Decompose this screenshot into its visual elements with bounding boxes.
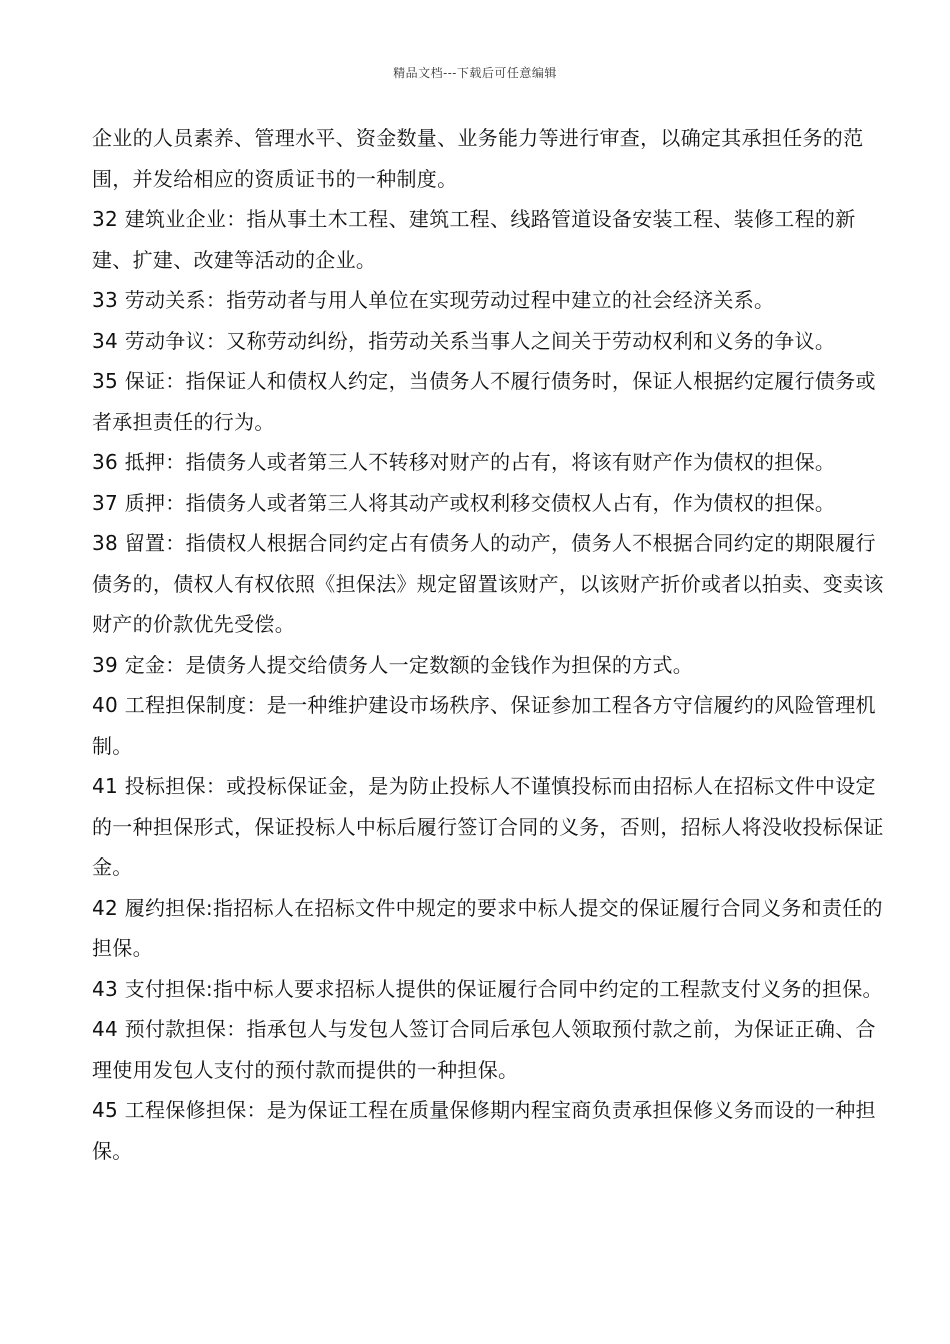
paragraph-44: 44 预付款担保：指承包人与发包人签订合同后承包人领取预付款之前，为保证正确、合理使用发包人支付的预付款而提供的一种担保。 xyxy=(92,1017,876,1082)
paragraph-45: 45 工程保修担保：是为保证工程在质量保修期内程宝商负责承担保修义务而设的一种担保。 xyxy=(92,1098,876,1163)
paragraph-41: 41 投标担保：或投标保证金，是为防止投标人不谨慎投标而由招标人在招标文件中设定的一种担保形式，保证投标人中标后履行签订合同的义务，否则，招标人将没收投标保证金。 xyxy=(92,774,884,879)
paragraph-39: 39 定金：是债务人提交给债务人一定数额的金钱作为担保的方式。 xyxy=(92,652,694,677)
paragraph-43: 43 支付担保:指中标人要求招标人提供的保证履行合同中约定的工程款支付义务的担保。 xyxy=(92,976,883,1001)
paragraph-34: 34 劳动争议：又称劳动纠纷，指劳动关系当事人之间关于劳动权利和义务的争议。 xyxy=(92,328,836,353)
paragraph-33: 33 劳动关系：指劳动者与用人单位在实现劳动过程中建立的社会经济关系。 xyxy=(92,288,775,312)
paragraph-36: 36 抵押：指债务人或者第三人不转移对财产的占有，将该有财产作为债权的担保。 xyxy=(92,450,836,474)
paragraph-42: 42 履约担保:指招标人在招标文件中规定的要求中标人提交的保证履行合同义务和责任的担保。 xyxy=(92,895,883,960)
page-header: 精品文档---下载后可任意编辑 xyxy=(393,66,557,80)
paragraph-32: 32 建筑业企业：指从事土木工程、建筑工程、线路管道设备安装工程、装修工程的新建、扩建、改建等活动的企业。 xyxy=(92,207,856,272)
paragraph-40: 40 工程担保制度：是一种维护建设市场秩序、保证参加工程各方守信履约的风险管理机制。 xyxy=(92,693,876,758)
paragraph-37: 37 质押：指债务人或者第三人将其动产或权利移交债权人占有，作为债权的担保。 xyxy=(92,490,836,515)
document-body xyxy=(92,118,892,1171)
paragraph-35: 35 保证：指保证人和债权人约定，当债务人不履行债务时，保证人根据约定履行债务或者承担责任的行为。 xyxy=(92,369,876,434)
paragraph-38: 38 留置：指债权人根据合同约定占有债务人的动产，债务人不根据合同约定的期限履行债务的，债权人有权依照《担保法》规定留置该财产，以该财产折价或者以拍卖、变卖该财产的价款优先受偿。 xyxy=(92,531,884,636)
paragraph-continuation: 企业的人员素养、管理水平、资金数量、业务能力等进行审查，以确定其承担任务的范围，并发给相应的资质证书的一种制度。 xyxy=(92,126,864,191)
